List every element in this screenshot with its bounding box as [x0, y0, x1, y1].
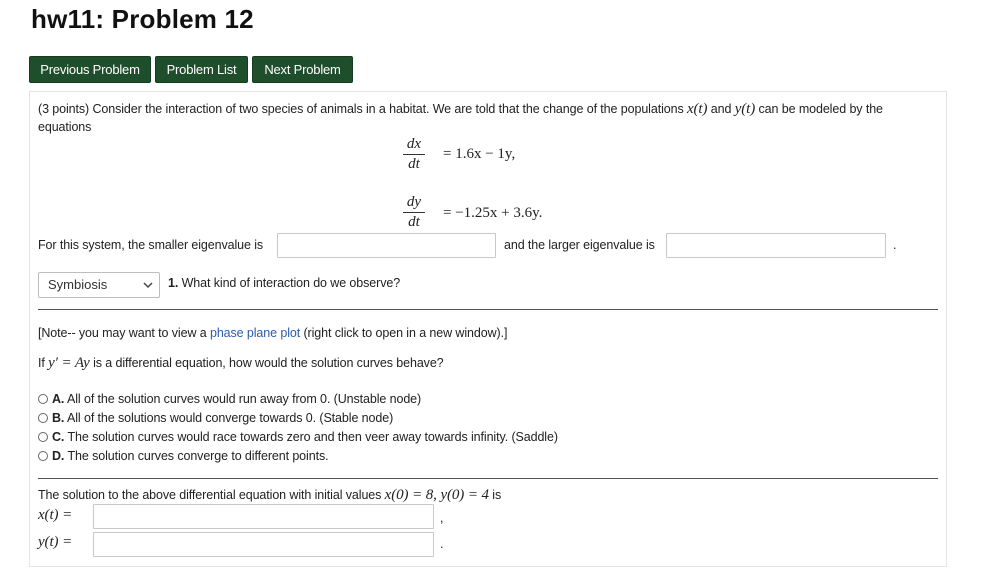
note-text-a: [Note-- you may want to view a — [38, 326, 210, 340]
option-c-radio[interactable] — [38, 432, 48, 442]
if-text-a: If — [38, 356, 49, 370]
x-t-input[interactable] — [93, 504, 434, 529]
y-t-period: . — [440, 537, 444, 551]
fraction-bar — [403, 212, 425, 213]
problem-panel — [29, 91, 947, 567]
smaller-eigenvalue-label: For this system, the smaller eigenvalue is — [38, 238, 264, 252]
option-a-letter: A. — [52, 392, 65, 406]
intro-text-line2: equations — [38, 120, 92, 134]
question-text: What kind of interaction do we observe? — [181, 276, 401, 290]
option-b-letter: B. — [52, 411, 65, 425]
larger-eigenvalue-label: and the larger eigenvalue is — [504, 238, 655, 252]
note-text — [38, 326, 507, 340]
intro-text-b: can be modeled by the — [758, 102, 883, 116]
option-c-text: The solution curves would race towards zero and then veer away towards infinity. (Saddle) — [67, 430, 558, 444]
option-b-label[interactable] — [52, 411, 393, 425]
initial-values-math: x(0) = 8, y(0) = 4 — [384, 487, 489, 503]
option-d-letter: D. — [52, 449, 65, 463]
solution-intro-text: The solution to the above differential equation with initial values — [38, 488, 382, 502]
option-a-text: All of the solution curves would run away from 0. (Unstable node) — [67, 392, 422, 406]
option-b-text: All of the solutions would converge towards 0. (Stable node) — [67, 411, 394, 425]
differential-equation-math: y′ = Ay — [48, 355, 90, 371]
chevron-down-icon — [143, 273, 153, 307]
question-number: 1. — [168, 276, 179, 290]
phase-plane-plot-link[interactable]: phase plane plot — [209, 326, 301, 340]
solution-is: is — [492, 488, 502, 502]
larger-eigenvalue-input[interactable] — [666, 233, 886, 258]
previous-problem-button[interactable]: Previous Problem — [29, 56, 151, 83]
solution-intro — [38, 487, 501, 504]
option-d-radio[interactable] — [38, 451, 48, 461]
interaction-question — [168, 276, 400, 290]
x-t-label: x(t) = — [38, 507, 73, 523]
dy-numerator: dy — [406, 194, 422, 210]
eigenvalue-period: . — [893, 238, 897, 252]
x-t-comma: , — [440, 511, 444, 525]
question-behavior — [38, 355, 444, 372]
if-text-b: is a differential equation, how would the solution curves behave? — [89, 356, 444, 370]
option-c-label[interactable] — [52, 430, 558, 444]
dy-dt-fraction — [403, 194, 425, 231]
option-d-text: The solution curves converge to different points. — [67, 449, 329, 463]
divider — [38, 478, 938, 479]
y-t-input[interactable] — [93, 532, 434, 557]
intro-and: and — [710, 102, 732, 116]
next-problem-button[interactable]: Next Problem — [252, 56, 353, 83]
page-title: hw11: Problem 12 — [31, 4, 254, 34]
divider — [38, 309, 938, 310]
x-of-t-math: x(t) — [686, 101, 708, 117]
intro-text-a: (3 points) Consider the interaction of two species of animals in a habitat. We are told that the change of the populations — [38, 102, 684, 116]
note-text-b: (right click to open in a new window).] — [300, 326, 508, 340]
equation-1-rhs: = 1.6x − 1y, — [443, 146, 516, 162]
equation-2-rhs: = −1.25x + 3.6y. — [443, 205, 543, 221]
option-a-radio[interactable] — [38, 394, 48, 404]
option-c-letter: C. — [52, 430, 65, 444]
dx-dt-fraction — [403, 136, 425, 173]
select-value: Symbiosis — [48, 277, 108, 292]
intro-text — [38, 101, 883, 118]
y-t-label: y(t) = — [38, 534, 73, 550]
interaction-type-select[interactable] — [38, 272, 160, 298]
smaller-eigenvalue-input[interactable] — [277, 233, 496, 258]
dt-denominator: dt — [408, 214, 420, 230]
dx-numerator: dx — [406, 136, 422, 152]
option-b-radio[interactable] — [38, 413, 48, 423]
problem-list-button[interactable]: Problem List — [155, 56, 248, 83]
option-d-label[interactable] — [52, 449, 328, 463]
dt-denominator: dt — [408, 156, 420, 172]
y-of-t-math: y(t) — [734, 101, 756, 117]
option-a-label[interactable] — [52, 392, 421, 406]
fraction-bar — [403, 154, 425, 155]
